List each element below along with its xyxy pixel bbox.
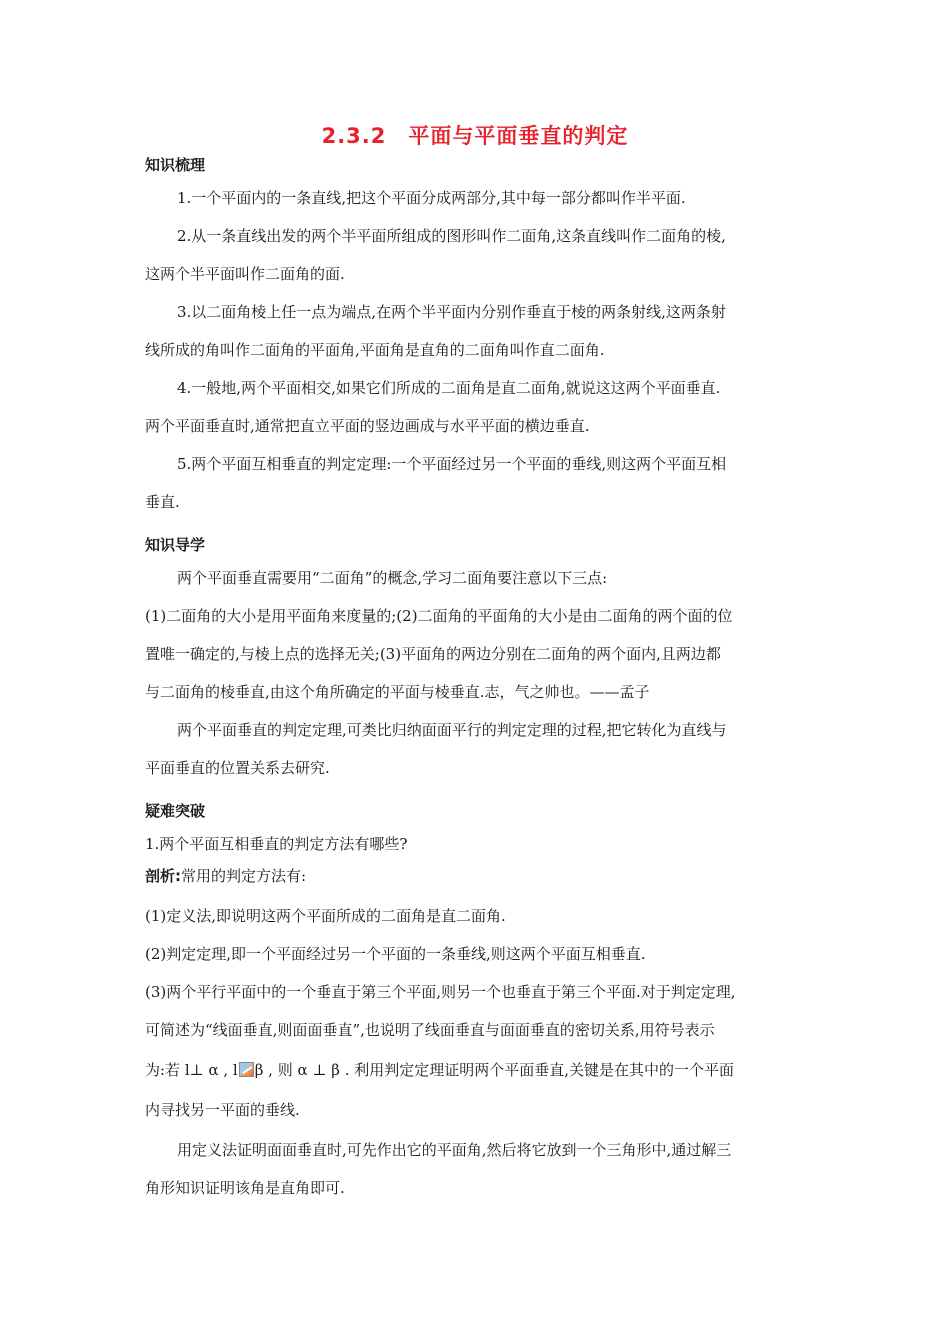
method-item: (1)定义法,即说明这两个平面所成的二面角是直二面角. — [145, 907, 506, 925]
paragraph: 可简述为“线面垂直,则面面垂直”,也说明了线面垂直与面面垂直的密切关系,用符号表示 — [145, 1021, 715, 1039]
section-heading-knowledge-review: 知识梳理 — [145, 156, 206, 174]
paragraph: 置唯一确定的,与棱上点的选择无关;(3)平面角的两边分别在二面角的两个面内,且两边都 — [145, 645, 721, 663]
question: 1.两个平面互相垂直的判定方法有哪些? — [145, 835, 408, 853]
analysis-text: 常用的判定方法有: — [181, 867, 307, 885]
paragraph: 5.两个平面互相垂直的判定定理:一个平面经过另一个平面的垂线,则这两个平面互相 — [177, 455, 727, 473]
method-item: (3)两个平行平面中的一个垂直于第三个平面,则另一个也垂直于第三个平面.对于判定定理, — [145, 983, 736, 1001]
paragraph: 2.从一条直线出发的两个半平面所组成的图形叫作二面角,这条直线叫作二面角的棱, — [177, 227, 726, 245]
analysis-label: 剖析: — [145, 867, 181, 885]
formula-text-post: β , 则 α ⊥ β . 利用判定定理证明两个平面垂直,关键是在其中的一个平面 — [254, 1061, 734, 1079]
page-title: 2.3.2 平面与平面垂直的判定 — [321, 124, 629, 148]
paragraph: 两个平面垂直需要用“二面角”的概念,学习二面角要注意以下三点: — [177, 569, 608, 587]
paragraph: (1)二面角的大小是用平面角来度量的;(2)二面角的平面角的大小是由二面角的两个面的位 — [145, 607, 733, 625]
paragraph: 垂直. — [145, 493, 180, 511]
formula-line — [145, 1051, 810, 1089]
paragraph: 1.一个平面内的一条直线,把这个平面分成两部分,其中每一部分都叫作半平面. — [177, 189, 686, 207]
paragraph: 3.以二面角棱上任一点为端点,在两个半平面内分别作垂直于棱的两条射线,这两条射 — [177, 303, 726, 321]
paragraph: 用定义法证明面面垂直时,可先作出它的平面角,然后将它放到一个三角形中,通过解三 — [177, 1141, 732, 1159]
paragraph: 这两个半平面叫作二面角的面. — [145, 265, 345, 283]
subset-symbol-icon — [239, 1062, 254, 1077]
analysis-line — [145, 857, 810, 895]
paragraph: 两个平面垂直时,通常把直立平面的竖边画成与水平平面的横边垂直. — [145, 417, 590, 435]
method-item: (2)判定定理,即一个平面经过另一个平面的一条垂线,则这两个平面互相垂直. — [145, 945, 646, 963]
paragraph: 两个平面垂直的判定定理,可类比归纳面面平行的判定定理的过程,把它转化为直线与 — [177, 721, 727, 739]
paragraph: 内寻找另一平面的垂线. — [145, 1101, 300, 1119]
paragraph: 角形知识证明该角是直角即可. — [145, 1179, 345, 1197]
paragraph: 与二面角的棱垂直,由这个角所确定的平面与棱垂直.志，气之帅也。——孟子 — [145, 683, 650, 701]
paragraph: 线所成的角叫作二面角的平面角,平面角是直角的二面角叫作直二面角. — [145, 341, 605, 359]
formula-text-pre: 为:若 l⊥ α , l — [145, 1061, 238, 1079]
section-heading-difficulty-breakthrough: 疑难突破 — [145, 802, 206, 820]
paragraph: 4.一般地,两个平面相交,如果它们所成的二面角是直二面角,就说这这两个平面垂直. — [177, 379, 721, 397]
section-heading-knowledge-guide: 知识导学 — [145, 536, 206, 554]
paragraph: 平面垂直的位置关系去研究. — [145, 759, 330, 777]
